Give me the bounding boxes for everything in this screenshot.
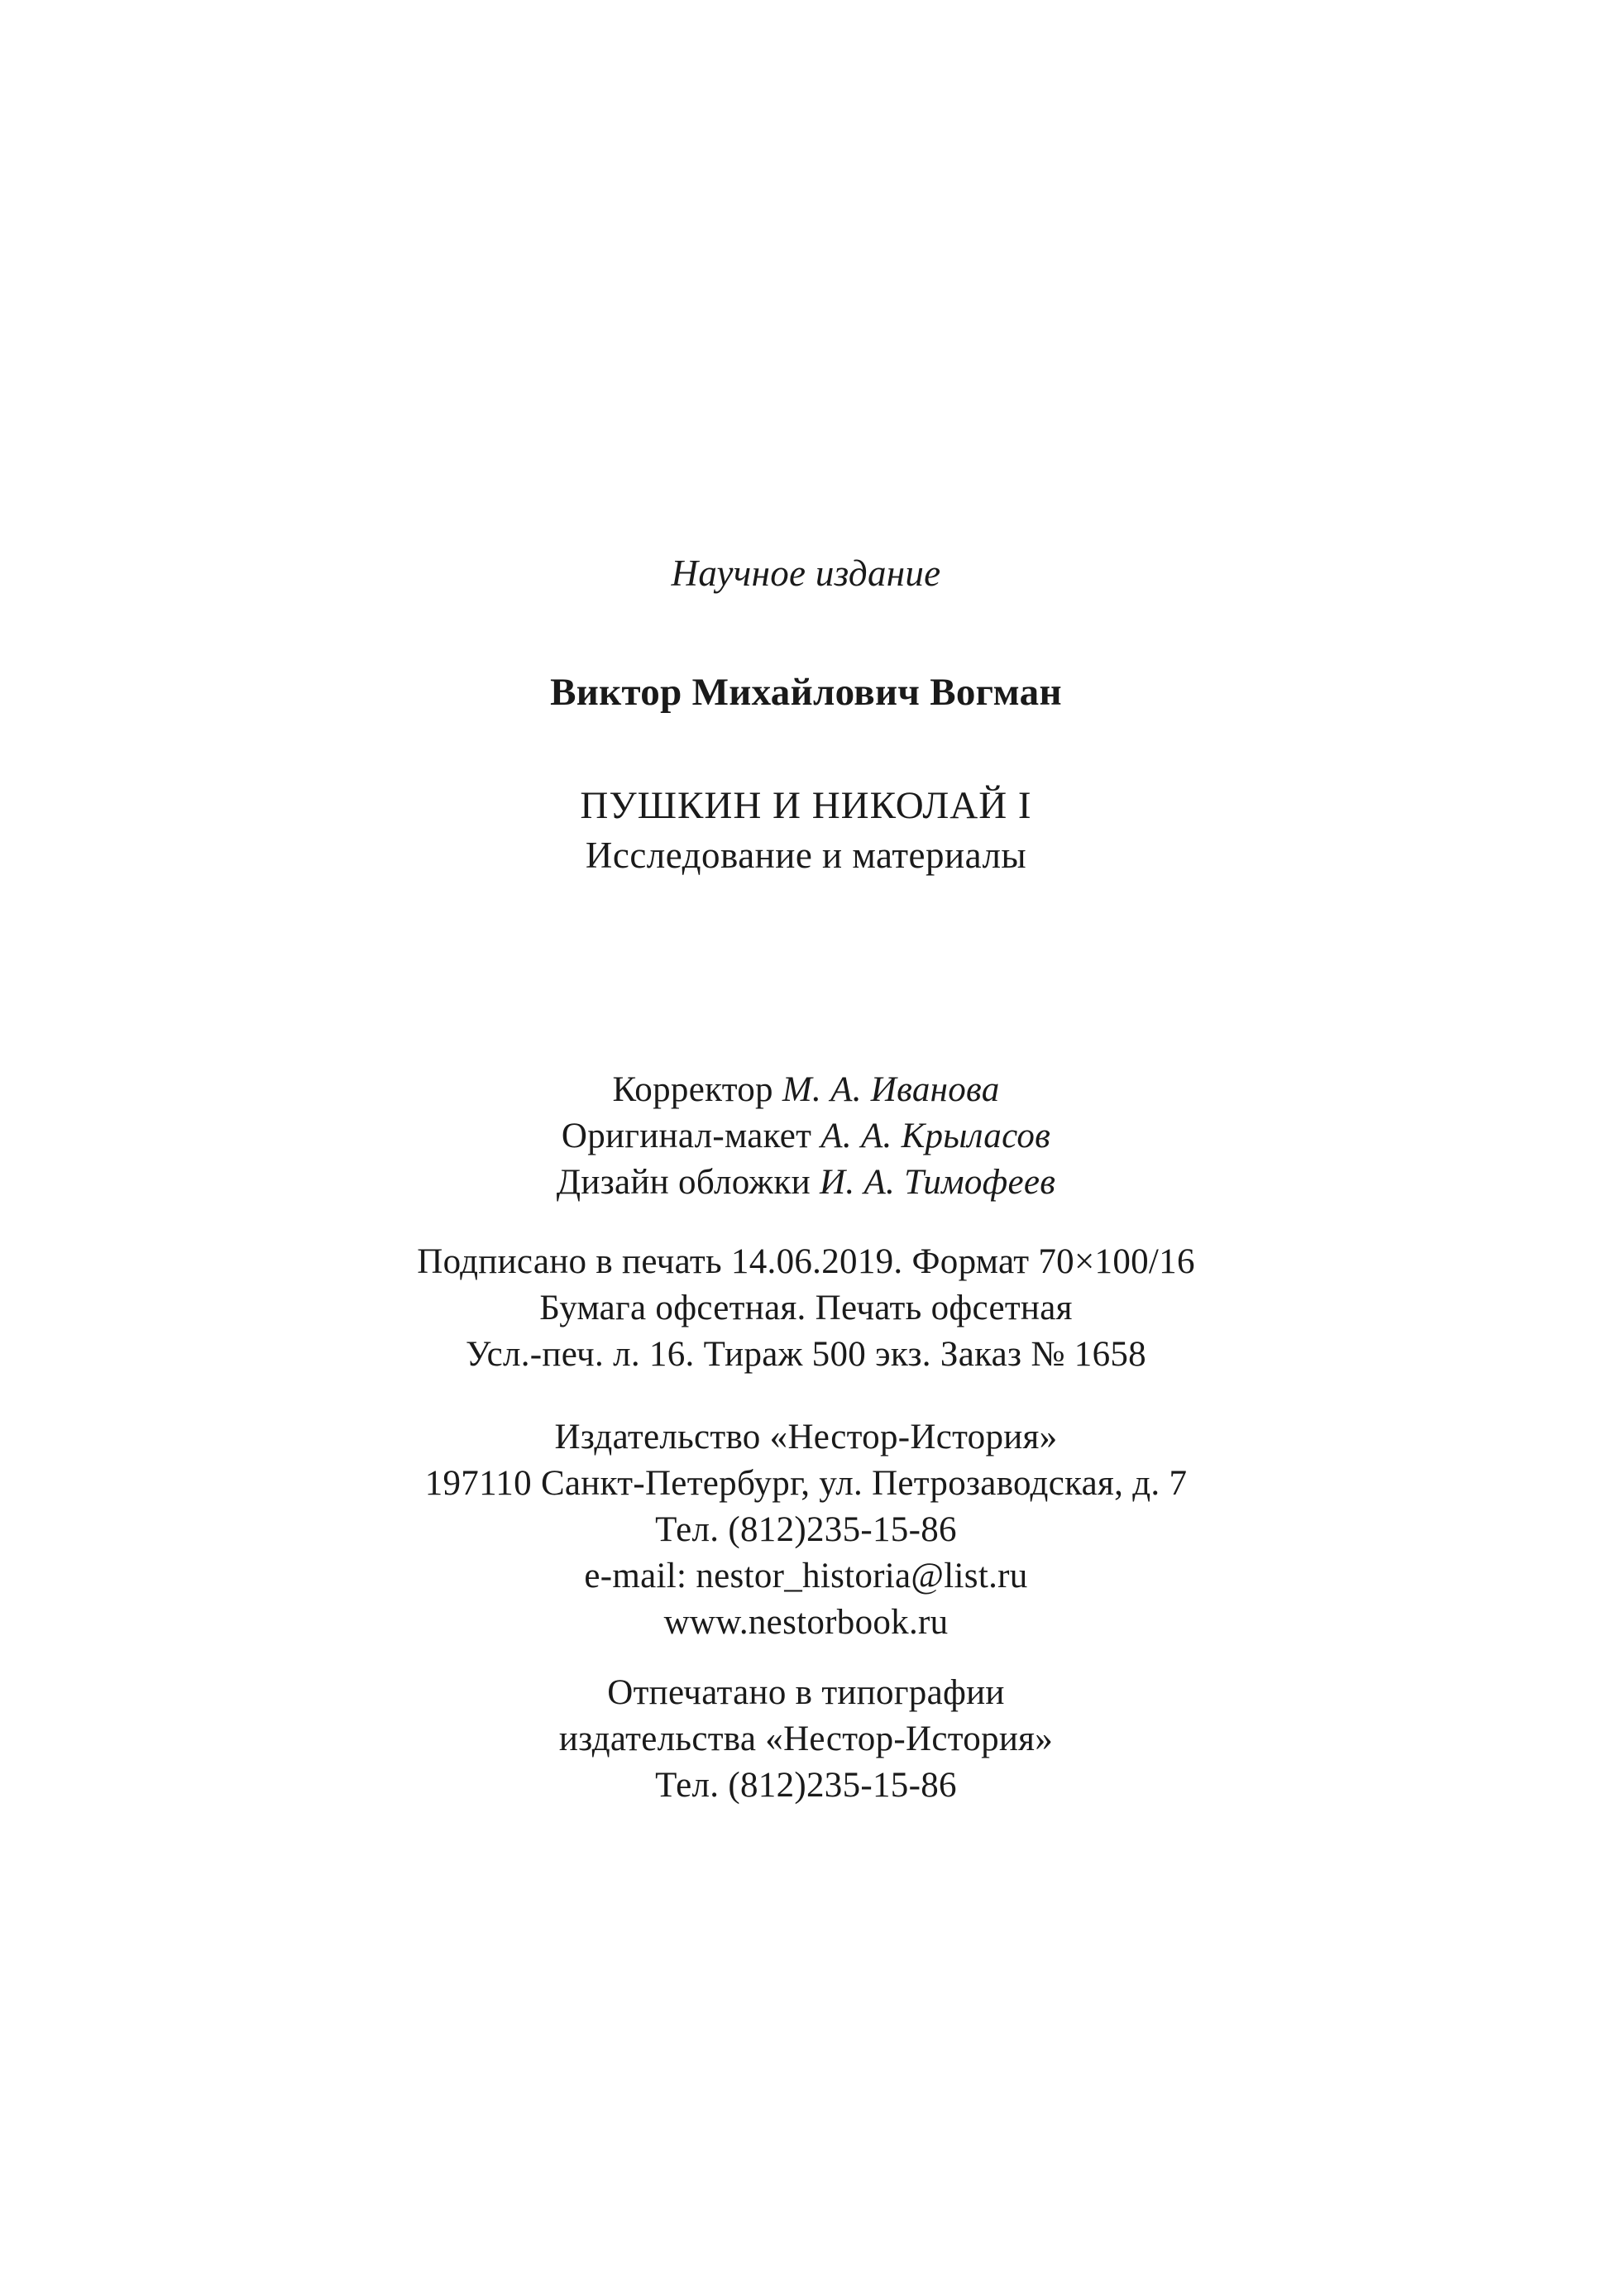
printer-phone: Тел. (812)235-15-86 [655,1766,957,1805]
credit-role: Оригинал-макет [561,1117,812,1155]
edition-type: Научное издание [671,552,941,594]
publisher-phone: Тел. (812)235-15-86 [655,1510,957,1549]
credit-role: Дизайн обложки [556,1163,811,1202]
title-block [0,781,1612,880]
publisher-block [0,1414,1612,1646]
print-info-paper: Бумага офсетная. Печать офсетная [539,1289,1073,1327]
book-subtitle: Исследование и материалы [585,835,1027,876]
credit-role: Корректор [612,1070,773,1109]
author-name: Виктор Михайлович Вогман [550,671,1062,714]
credit-name: М. А. Иванова [782,1070,1000,1109]
credit-name: И. А. Тимофеев [820,1163,1056,1202]
credit-line-cover-design [0,1160,1612,1206]
credit-line-layout [0,1113,1612,1160]
print-info-run: Усл.-печ. л. 16. Тираж 500 экз. Заказ № 1658 [466,1335,1146,1374]
credit-name: А. А. Крыласов [820,1117,1051,1155]
printer-line-2: издательства «Нестор-История» [558,1720,1054,1758]
book-title: ПУШКИН И НИКОЛАЙ I [580,784,1032,827]
print-info-block [0,1239,1612,1378]
publisher-email: e-mail: nestor_historia@list.ru [584,1557,1028,1595]
publisher-address: 197110 Санкт-Петербург, ул. Петрозаводская, д. 7 [424,1464,1188,1503]
credits-block [0,1067,1612,1206]
publisher-website: www.nestorbook.ru [663,1603,949,1642]
edition-type-block [0,548,1612,598]
printer-block [0,1670,1612,1809]
printer-line-1: Отпечатано в типографии [607,1673,1005,1712]
credit-line-proofreader [0,1067,1612,1113]
publisher-name: Издательство «Нестор-История» [554,1418,1058,1457]
author-block [0,667,1612,718]
print-info-signed: Подписано в печать 14.06.2019. Формат 70×100/16 [417,1242,1195,1281]
